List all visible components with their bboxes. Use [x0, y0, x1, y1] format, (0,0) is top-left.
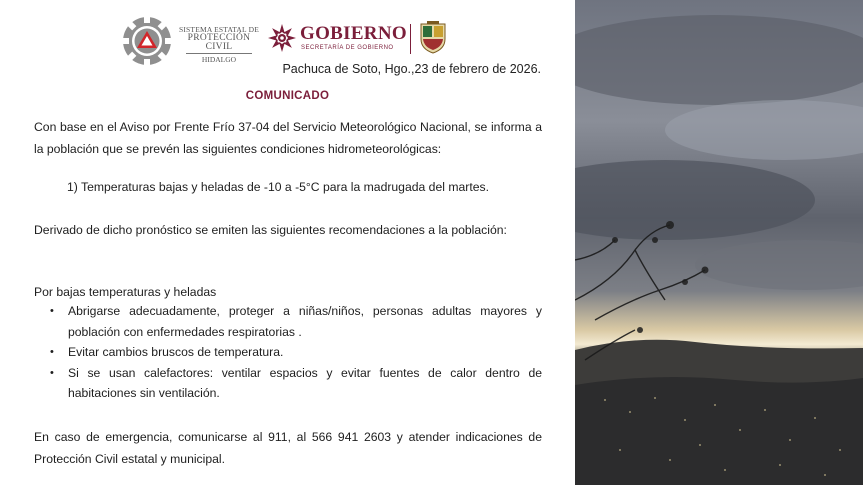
section-heading: Por bajas temperaturas y heladas — [34, 285, 217, 299]
recommendation-text: Abrigarse adecuadamente, proteger a niñas/niños, personas adultas mayores y población con enfermedades respiratorias . — [68, 304, 542, 339]
gobierno-flower-icon — [267, 23, 297, 58]
list-item — [34, 363, 542, 404]
pc-line-1: SISTEMA ESTATAL DE — [178, 25, 260, 34]
hidalgo-shield-icon — [418, 21, 448, 60]
recommendation-text: Evitar cambios bruscos de temperatura. — [68, 345, 284, 359]
gobierno-title: GOBIERNO — [300, 23, 407, 44]
bullet-icon: • — [50, 346, 54, 358]
bullet-icon: • — [50, 305, 54, 317]
emergency-paragraph: En caso de emergencia, comunicarse al 911, al 566 941 2603 y atender indicaciones de Protección Civil estatal y municipal. — [34, 430, 542, 466]
city-sky-photo — [575, 0, 863, 485]
list-item — [34, 301, 542, 342]
gobierno-subtitle: SECRETARÍA DE GOBIERNO — [301, 45, 394, 51]
proteccion-civil-logo-icon — [121, 15, 173, 72]
condition-item: 1) Temperaturas bajas y heladas de -10 a -5°C para la madrugada del martes. — [67, 180, 489, 194]
proteccion-civil-wordmark — [176, 25, 262, 64]
pc-line-2: PROTECCIÓN CIVIL — [187, 33, 251, 52]
pc-line-3: HIDALGO — [186, 53, 252, 64]
document-title: COMUNICADO — [245, 90, 330, 102]
date-line: Pachuca de Soto, Hgo.,23 de febrero de 2026. — [282, 62, 541, 76]
recommendation-text: Si se usan calefactores: ventilar espacios y evitar fuentes de calor dentro de habitaciones sin ventilación. — [68, 365, 542, 400]
header-divider — [410, 24, 411, 54]
intro-paragraph: Con base en el Aviso por Frente Frío 37-04 del Servicio Meteorológico Nacional, se informa a la población que se prevén las siguientes condiciones hidrometeorológicas: — [34, 120, 542, 156]
bullet-icon: • — [50, 366, 54, 379]
recommendations-list — [34, 301, 542, 404]
derived-paragraph: Derivado de dicho pronóstico se emiten las siguientes recomendaciones a la población: — [34, 223, 507, 237]
list-item — [34, 342, 542, 363]
